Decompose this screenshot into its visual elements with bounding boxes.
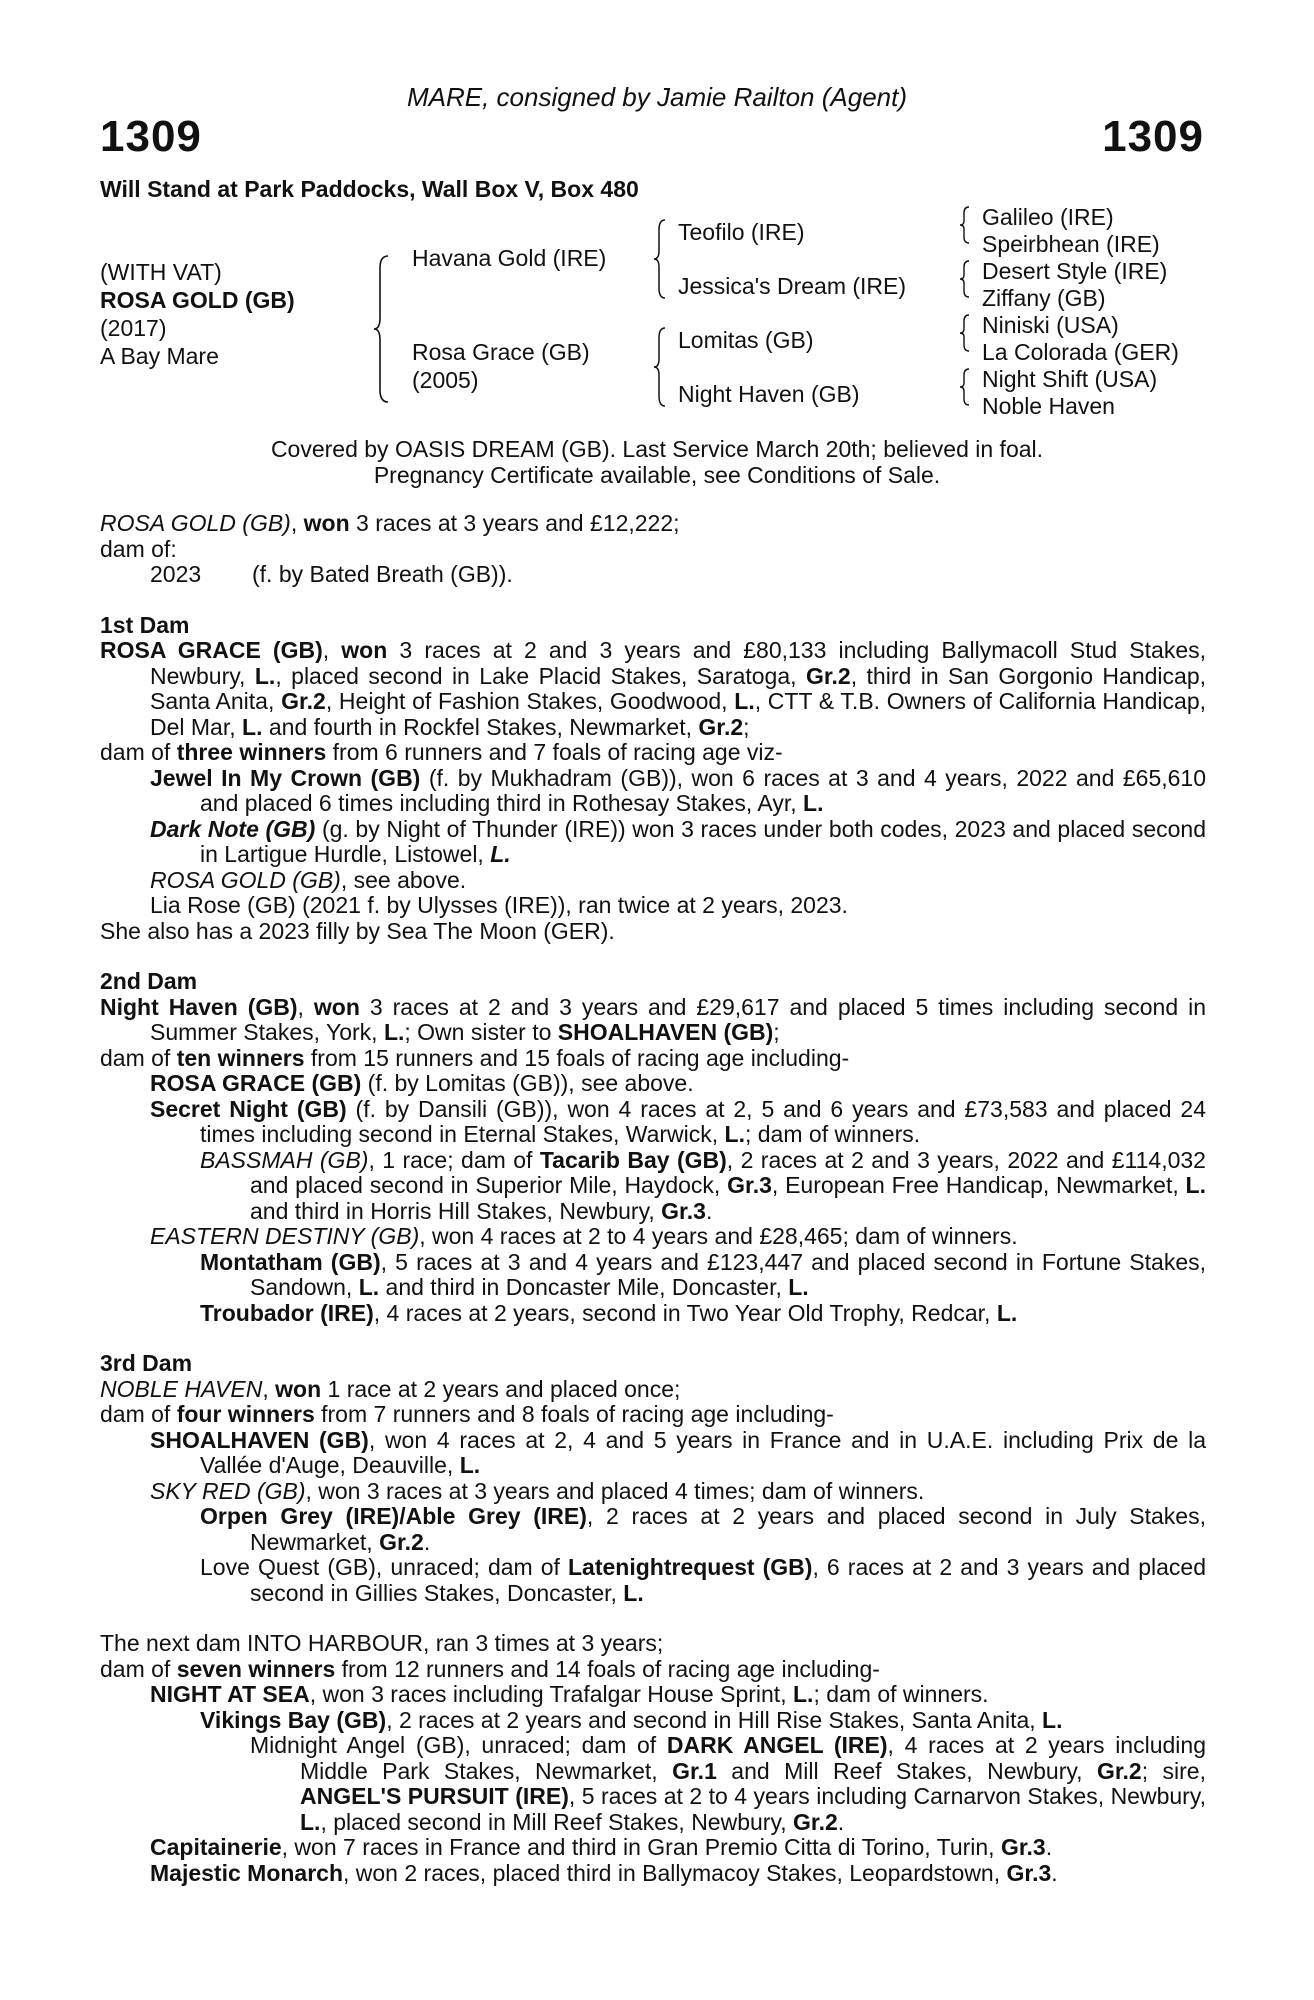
sire-dam: Jessica's Dream (IRE) — [678, 273, 907, 299]
second-dam-record: Night Haven (GB), won 3 races at 2 and 3 years and £29,617 and placed 5 times including second in Summer Stakes, York, L.; Own sister to SHOALHAVEN (GB); — [100, 993, 1207, 1045]
catalogue-body — [100, 511, 1206, 1886]
next-dam-record: The next dam INTO HARBOUR, ran 3 times at 3 years; — [100, 1630, 664, 1656]
dam-year: (2005) — [412, 367, 479, 393]
horse-year: (2017) — [100, 315, 167, 341]
sire: Havana Gold (IRE) — [412, 245, 607, 271]
first-dam-produce-3: ROSA GOLD (GB), see above. — [150, 866, 467, 893]
covered-line-1: Covered by OASIS DREAM (GB). Last Service March 20th; believed in foal. — [270, 436, 1044, 462]
covered-notice — [0, 436, 1314, 488]
dam-sire: Lomitas (GB) — [678, 327, 814, 353]
lot-number-right: 1309 — [1102, 112, 1204, 161]
dam-sire-dam: La Colorada (GER) — [982, 339, 1179, 365]
gen3-brace-4 — [958, 367, 972, 407]
second-dam-produce-6: Troubador (IRE), 4 races at 2 years, second in Two Year Old Trophy, Redcar, L. — [200, 1299, 1018, 1326]
gen3-brace-1 — [958, 205, 972, 245]
sire-dam-sire: Desert Style (IRE) — [982, 258, 1168, 284]
sire-brace — [652, 218, 668, 300]
first-dam-produce-1: Jewel In My Crown (GB) (f. by Mukhadram (GB)), won 6 races at 3 and 4 years, 2022 and £65,610 and placed 6 times including third in Rothesay Stakes, Ayr, L. — [150, 764, 1206, 816]
pedigree-brace — [372, 254, 392, 404]
sire-sire: Teofilo (IRE) — [678, 219, 805, 245]
lot-number-left: 1309 — [100, 112, 202, 161]
next-dam-produce-3: Midnight Angel (GB), unraced; dam of DARK ANGEL (IRE), 4 races at 2 years including Middle Park Stakes, Newmarket, Gr.1 and Mill Reef Stakes, Newbury, Gr.2; sire, ANGEL'S PURSUIT (IRE), 5 races at 2 to 4 years including Carnarvon Stakes, Newbury, L., placed second in Mill Reef Stakes, Newbury, Gr.2. — [250, 1732, 1207, 1835]
dam — [412, 338, 590, 394]
gen3-column — [982, 204, 1179, 420]
gen3-brace-2 — [958, 259, 972, 299]
dam-sire-sire: Niniski (USA) — [982, 312, 1119, 338]
horse-description: A Bay Mare — [100, 343, 219, 369]
next-dam-produce-summary: dam of seven winners from 12 runners and 14 foals of racing age including- — [100, 1655, 880, 1682]
next-dam-produce-1: NIGHT AT SEA, won 3 races including Trafalgar House Sprint, L.; dam of winners. — [150, 1681, 989, 1707]
next-dam-produce-2: Vikings Bay (GB), 2 races at 2 years and second in Hill Rise Stakes, Santa Anita, L. — [200, 1706, 1063, 1733]
horse-name: ROSA GOLD (GB) — [100, 287, 295, 313]
third-dam-produce-4: Love Quest (GB), unraced; dam of Latenightrequest (GB), 6 races at 2 and 3 years and placed second in Gillies Stakes, Doncaster, L. — [200, 1554, 1207, 1606]
first-dam-produce-4: Lia Rose (GB) (2021 f. by Ulysses (IRE)), ran twice at 2 years, 2023. — [150, 892, 848, 918]
second-dam-produce-5: Montatham (GB), 5 races at 3 and 4 years and £123,447 and placed second in Fortune Stakes, Sandown, L. and third in Doncaster Mile, Doncaster, L. — [200, 1248, 1206, 1300]
first-dam-produce-summary: dam of three winners from 6 runners and 7 foals of racing age viz- — [100, 739, 783, 765]
vat-note: (WITH VAT) — [100, 259, 222, 285]
consignor-line: MARE, consigned by Jamie Railton (Agent) — [406, 82, 907, 112]
next-dam-produce-4: Capitainerie, won 7 races in France and third in Gran Premio Citta di Torino, Turin, Gr.3. — [150, 1834, 1053, 1860]
dam-name: Rosa Grace (GB) — [412, 339, 590, 365]
third-dam-produce-1: SHOALHAVEN (GB), won 4 races at 2, 4 and 5 years in France and in U.A.E. including Prix de la Vallée d'Auge, Deauville, L. — [150, 1426, 1206, 1478]
sire-dam-dam: Ziffany (GB) — [982, 285, 1106, 311]
first-dam-heading: 1st Dam — [100, 611, 190, 638]
next-dam-produce-5: Majestic Monarch, won 2 races, placed third in Ballymacoy Stakes, Leopardstown, Gr.3. — [150, 1859, 1058, 1886]
race-record-dam-of: dam of: — [100, 535, 177, 562]
produce-2023: 2023 (f. by Bated Breath (GB)). — [150, 561, 513, 587]
dam-dam-dam: Noble Haven — [982, 393, 1115, 419]
third-dam-record: NOBLE HAVEN, won 1 race at 2 years and placed once; — [100, 1375, 681, 1402]
dam-brace — [652, 326, 668, 408]
stand-location: Will Stand at Park Paddocks, Wall Box V, Box 480 — [100, 176, 639, 202]
sire-sire-dam: Speirbhean (IRE) — [982, 231, 1160, 257]
third-dam-produce-2: SKY RED (GB), won 3 races at 3 years and placed 4 times; dam of winners. — [150, 1477, 925, 1504]
horse-info — [100, 258, 295, 370]
second-dam-produce-summary: dam of ten winners from 15 runners and 15 foals of racing age including- — [100, 1044, 850, 1071]
covered-line-2: Pregnancy Certificate available, see Conditions of Sale. — [373, 462, 941, 488]
first-dam-produce-2: Dark Note (GB) (g. by Night of Thunder (IRE)) won 3 races under both codes, 2023 and placed second in Lartigue Hurdle, Listowel, L. — [150, 815, 1206, 867]
third-dam-produce-3: Orpen Grey (IRE)/Able Grey (IRE), 2 races at 2 years and placed second in July Stakes, Newmarket, Gr.2. — [200, 1503, 1206, 1555]
dam-dam-sire: Night Shift (USA) — [982, 366, 1158, 392]
third-dam-heading: 3rd Dam — [100, 1350, 193, 1376]
race-record: ROSA GOLD (GB), won 3 races at 3 years and £12,222; — [100, 510, 680, 536]
second-dam-produce-1: ROSA GRACE (GB) (f. by Lomitas (GB)), see above. — [150, 1070, 694, 1096]
dam-dam: Night Haven (GB) — [678, 381, 860, 407]
second-dam-produce-2: Secret Night (GB) (f. by Dansili (GB)), won 4 races at 2, 5 and 6 years and £73,583 and placed 24 times including second in Eternal Stakes, Warwick, L.; dam of winners. — [150, 1095, 1206, 1147]
sire-sire-sire: Galileo (IRE) — [982, 204, 1114, 230]
gen3-brace-3 — [958, 313, 972, 353]
first-dam-record: ROSA GRACE (GB), won 3 races at 2 and 3 years and £80,133 including Ballymacoll Stud Stakes, Newbury, L., placed second in Lake Placid Stakes, Saratoga, Gr.2, third in San Gorgonio Handicap, Santa Anita, Gr.2, Height of Fashion Stakes, Goodwood, L., CTT & T.B. Owners of California Handicap, Del Mar, L. and fourth in Rockfel Stakes, Newmarket, Gr.2; — [100, 637, 1207, 740]
second-dam-heading: 2nd Dam — [100, 968, 198, 994]
first-dam-also: She also has a 2023 filly by Sea The Moon (GER). — [100, 917, 615, 944]
third-dam-produce-summary: dam of four winners from 7 runners and 8 foals of racing age including- — [100, 1401, 834, 1427]
second-dam-produce-3: BASSMAH (GB), 1 race; dam of Tacarib Bay (GB), 2 races at 2 and 3 years, 2022 and £114,032 and placed second in Superior Mile, Haydock, Gr.3, European Free Handicap, Newmarket, L. and third in Horris Hill Stakes, Newbury, Gr.3. — [200, 1146, 1206, 1224]
second-dam-produce-4: EASTERN DESTINY (GB), won 4 races at 2 to 4 years and £28,465; dam of winners. — [150, 1223, 1018, 1249]
